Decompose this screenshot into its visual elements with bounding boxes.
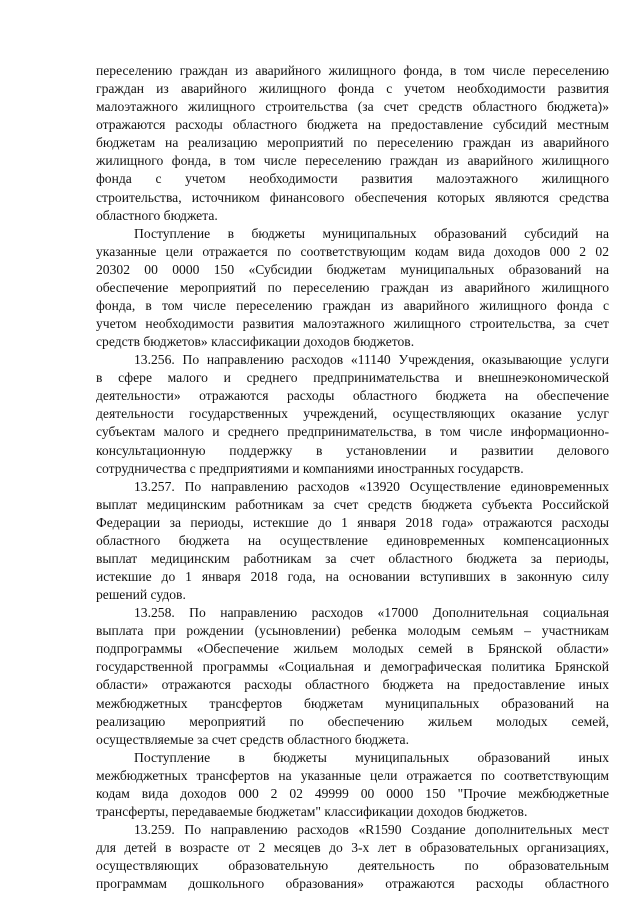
- text-line: государственной программы «Социальная и демографическая политика Брянской: [96, 659, 609, 675]
- text-line: реализацию мероприятий по обеспечению жильем молодых семей,: [96, 713, 609, 729]
- text-line: указанные цели отражается по соответствующим кодам вида доходов 000 2 02: [96, 243, 609, 259]
- text-line: Поступление в бюджеты муниципальных образований субсидий на: [134, 225, 609, 241]
- text-line: фонда, в том числе переселению граждан из аварийного жилищного фонда с: [96, 297, 609, 313]
- text-line: для детей в возрасте от 2 месяцев до 3-х лет в образовательных организациях,: [96, 840, 609, 855]
- text-line: учетом необходимости развития малоэтажного жилищного строительства, за счет: [96, 316, 609, 331]
- text-line: малоэтажного жилищного строительства (за счет средств областного бюджета)»: [96, 99, 609, 115]
- text-line: выплата при рождении (усыновлении) ребенка молодым семьям – участникам: [96, 623, 609, 639]
- text-line: осуществляемые за счет средств областного бюджета.: [96, 731, 409, 747]
- text-line: выплат медицинским работникам за счет средств бюджета субъекта Российской: [96, 496, 609, 512]
- text-line: области» отражаются расходы областного бюджета на предоставление иных: [96, 677, 609, 693]
- text-line: переселению граждан из аварийного жилищного фонда, в том числе переселению: [96, 63, 609, 78]
- text-line: межбюджетных трансфертов на указанные цели отражается по соответствующим: [96, 767, 609, 783]
- text-line: консультационную поддержку в установлении и развитии делового: [96, 442, 609, 458]
- text-line: решений судов.: [96, 587, 186, 602]
- text-line: деятельности государственных учреждений, осуществляющих оказание услуг: [96, 406, 609, 422]
- text-line: 20302 00 0000 150 «Субсидии бюджетам муниципальных образований на: [96, 261, 609, 277]
- text-line: областного бюджета на осуществление единовременных компенсационных: [96, 532, 609, 548]
- text-line: 13.257. По направлению расходов «13920 Осуществление единовременных: [134, 478, 609, 494]
- text-line: кодам вида доходов 000 2 02 49999 00 0000 150 "Прочие межбюджетные: [96, 785, 609, 801]
- text-line: средств бюджетов» классификации доходов бюджетов.: [96, 334, 415, 350]
- text-line: программам дошкольного образования» отражаются расходы областного: [96, 876, 609, 892]
- text-line: 13.258. По направлению расходов «17000 Дополнительная социальная: [134, 605, 609, 621]
- text-line: обеспечение мероприятий по переселению граждан из аварийного жилищного: [96, 279, 609, 295]
- text-line: 13.259. По направлению расходов «R1590 Создание дополнительных мест: [134, 821, 609, 837]
- text-line: отражаются расходы областного бюджета на предоставление субсидий местным: [96, 117, 609, 133]
- text-line: трансферты, передаваемые бюджетам" классификации доходов бюджетов.: [96, 803, 528, 819]
- text-line: в сфере малого и среднего предпринимательства и внешнеэкономической: [96, 370, 609, 386]
- text-line: Федерации за периоды, истекшие до 1 января 2018 года» отражаются расходы: [96, 514, 609, 530]
- text-line: осуществляющих образовательную деятельность по образовательным: [96, 858, 609, 874]
- text-line: строительства, источником финансового обеспечения которых являются средства: [96, 189, 609, 205]
- text-line: субъектам малого и среднего предпринимательства, в том числе информационно-: [96, 424, 609, 440]
- text-line: истекшие до 1 января 2018 года, на основании вступивших в законную силу: [96, 569, 609, 584]
- text-line: 13.256. По направлению расходов «11140 Учреждения, оказывающие услуги: [134, 352, 609, 368]
- text-line: межбюджетных трансфертов бюджетам муниципальных образований на: [96, 695, 609, 711]
- text-line: бюджетам на реализацию мероприятий по переселению граждан из аварийного: [96, 135, 609, 151]
- text-line: деятельности» отражаются расходы областного бюджета на обеспечение: [96, 388, 609, 404]
- text-line: сотрудничества с предприятиями и компаниями иностранных государств.: [96, 460, 524, 476]
- text-line: областного бюджета.: [96, 207, 218, 223]
- text-line: Поступление в бюджеты муниципальных образований иных: [134, 749, 609, 765]
- text-line: жилищного фонда, в том числе переселению граждан из аварийного жилищного: [96, 153, 609, 169]
- text-line: выплат медицинским работникам за счет областного бюджета за периоды,: [96, 550, 609, 566]
- text-line: граждан из аварийного жилищного фонда с учетом необходимости развития: [96, 81, 609, 97]
- text-line: фонда с учетом необходимости развития малоэтажного жилищного: [96, 171, 609, 187]
- text-line: подпрограммы «Обеспечение жильем молодых семей в Брянской области»: [96, 641, 609, 657]
